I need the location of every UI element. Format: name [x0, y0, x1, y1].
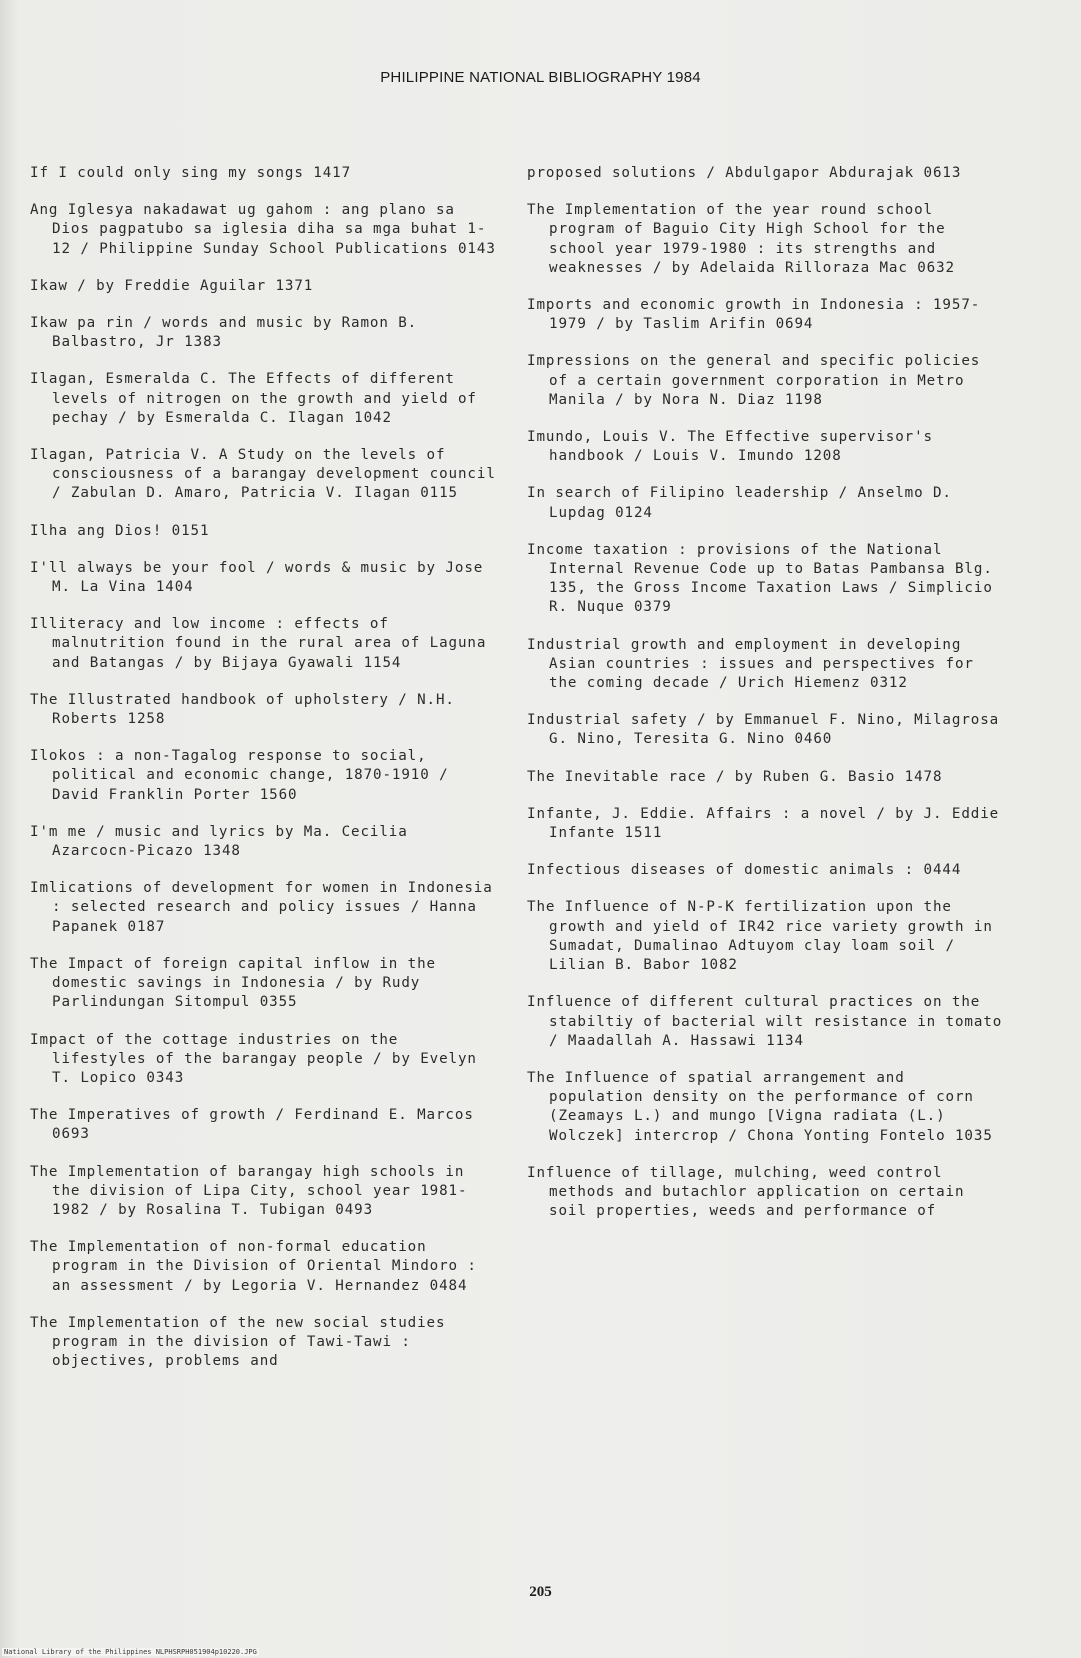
bibliography-entry: The Impact of foreign capital inflow in the domestic savings in Indonesia / by Rudy Parlindungan Sitompul 0355 — [30, 955, 436, 1011]
bibliography-entry: I'll always be your fool / words & music by Jose M. La Vina 1404 — [30, 559, 484, 596]
bibliography-entry: Industrial safety / by Emmanuel F. Nino, Milagrosa G. Nino, Teresita G. Nino 0460 — [527, 712, 1000, 748]
bibliography-entry: Ilagan, Patricia V. A Study on the levels of consciousness of a barangay development council / Zabulan D. Amaro, Patricia V. Ilagan 0115 — [30, 447, 496, 502]
bibliography-entry: Impact of the cottage industries on the lifestyles of the barangay people / by Evelyn T. Lopico 0343 — [30, 1031, 477, 1086]
bibliography-entry: The Implementation of the year round school program of Baguio City High School for the school year 1979-1980 : its strengths and weaknesses / by Adelaida Rilloraza Mac 0632 — [527, 202, 955, 276]
bibliography-entry: Infectious diseases of domestic animals : 0444 — [527, 862, 962, 879]
bibliography-entry: Ilokos : a non-Tagalog response to social, political and economic change, 1870-1910 / David Franklin Porter 1560 — [30, 748, 449, 803]
bibliography-entry: Imundo, Louis V. The Effective supervisor's handbook / Louis V. Imundo 1208 — [527, 429, 933, 465]
bibliography-entry: Ikaw / by Freddie Aguilar 1371 — [30, 277, 314, 294]
right-column — [527, 164, 1007, 1239]
bibliography-entry: Illiteracy and low income : effects of malnutrition found in the rural area of Laguna and Batangas / by Bijaya Gyawali 1154 — [30, 616, 487, 671]
bibliography-entry: If I could only sing my songs 1417 — [30, 165, 352, 181]
page-header: PHILIPPINE NATIONAL BIBLIOGRAPHY 1984 — [380, 69, 701, 86]
bibliography-entry: proposed solutions / Abdulgapor Abdurajak 0613 — [527, 165, 962, 181]
bibliography-entry: Ang Iglesya nakadawat ug gahom : ang plano sa Dios pagpatubo sa iglesia diha sa mga buhat 1-12 / Philippine Sunday School Publications 0143 — [30, 202, 496, 257]
bibliography-entry: The Imperatives of growth / Ferdinand E. Marcos 0693 — [30, 1107, 474, 1143]
bibliography-entry: The Implementation of barangay high schools in the division of Lipa City, school year 1981-1982 / by Rosalina T. Tubigan 0493 — [30, 1163, 468, 1218]
page-number: 205 — [529, 1584, 552, 1600]
bibliography-entry: Ilagan, Esmeralda C. The Effects of different levels of nitrogen on the growth and yield of pechay / by Esmeralda C. Ilagan 1042 — [30, 371, 477, 426]
bibliography-entry: Influence of different cultural practices on the stabiltiy of bacterial wilt resistance in tomato / Maadallah A. Hassawi 1134 — [527, 994, 1003, 1049]
bibliography-entry: Income taxation : provisions of the National Internal Revenue Code up to Batas Pambansa Blg. 135, the Gross Income Taxation Laws / Simplicio R. Nuque 0379 — [527, 541, 993, 616]
bibliography-entry: Imports and economic growth in Indonesia : 1957-1979 / by Taslim Arifin 0694 — [527, 297, 981, 333]
bibliography-entry: The Implementation of non-formal education program in the Division of Oriental Mindoro : an assessment / by Legoria V. Hernandez 0484 — [30, 1239, 477, 1294]
bibliography-entry: Imlications of development for women in Indonesia : selected research and policy issues / Hanna Papanek 0187 — [30, 880, 493, 935]
left-column — [30, 164, 500, 1389]
bibliography-entry: Ikaw pa rin / words and music by Ramon B. Balbastro, Jr 1383 — [30, 315, 418, 351]
bibliography-entry: Influence of tillage, mulching, weed control methods and butachlor application on certain soil properties, weeds and performance of — [527, 1164, 965, 1220]
bibliography-entry: The Implementation of the new social studies program in the division of Tawi-Tawi : objectives, problems and — [30, 1314, 446, 1370]
bibliography-entry: The Inevitable race / by Ruben G. Basio 1478 — [527, 768, 943, 785]
bibliography-entry: The Illustrated handbook of upholstery / N.H. Roberts 1258 — [30, 691, 455, 728]
bibliography-entry: I'm me / music and lyrics by Ma. Cecilia Azarcocn-Picazo 1348 — [30, 823, 408, 860]
bibliography-entry: The Influence of spatial arrangement and population density on the performance of corn (Zeamays L.) and mungo [Vigna radiata (L.) Wolczek] intercrop / Chona Yonting Fontelo 1035 — [527, 1069, 993, 1144]
bibliography-entry: In search of Filipino leadership / Anselmo D. Lupdag 0124 — [527, 485, 952, 521]
bibliography-entry: Infante, J. Eddie. Affairs : a novel / by J. Eddie Infante 1511 — [527, 805, 1000, 842]
bibliography-entry: Ilha ang Dios! 0151 — [30, 522, 210, 539]
bibliography-entry: The Influence of N-P-K fertilization upon the growth and yield of IR42 rice variety growth in Sumadat, Dumalinao Adtuyom clay loam soil / Lilian B. Babor 1082 — [527, 899, 993, 974]
bibliography-entry: Industrial growth and employment in developing Asian countries : issues and perspectives for the coming decade / Urich Hiemenz 0312 — [527, 636, 974, 692]
scan-credit: National Library of the Philippines NLPHSRPH051904p10220.JPG — [4, 1648, 257, 1656]
bibliography-entry: Impressions on the general and specific policies of a certain government corporation in Metro Manila / by Nora N. Diaz 1198 — [527, 353, 981, 408]
